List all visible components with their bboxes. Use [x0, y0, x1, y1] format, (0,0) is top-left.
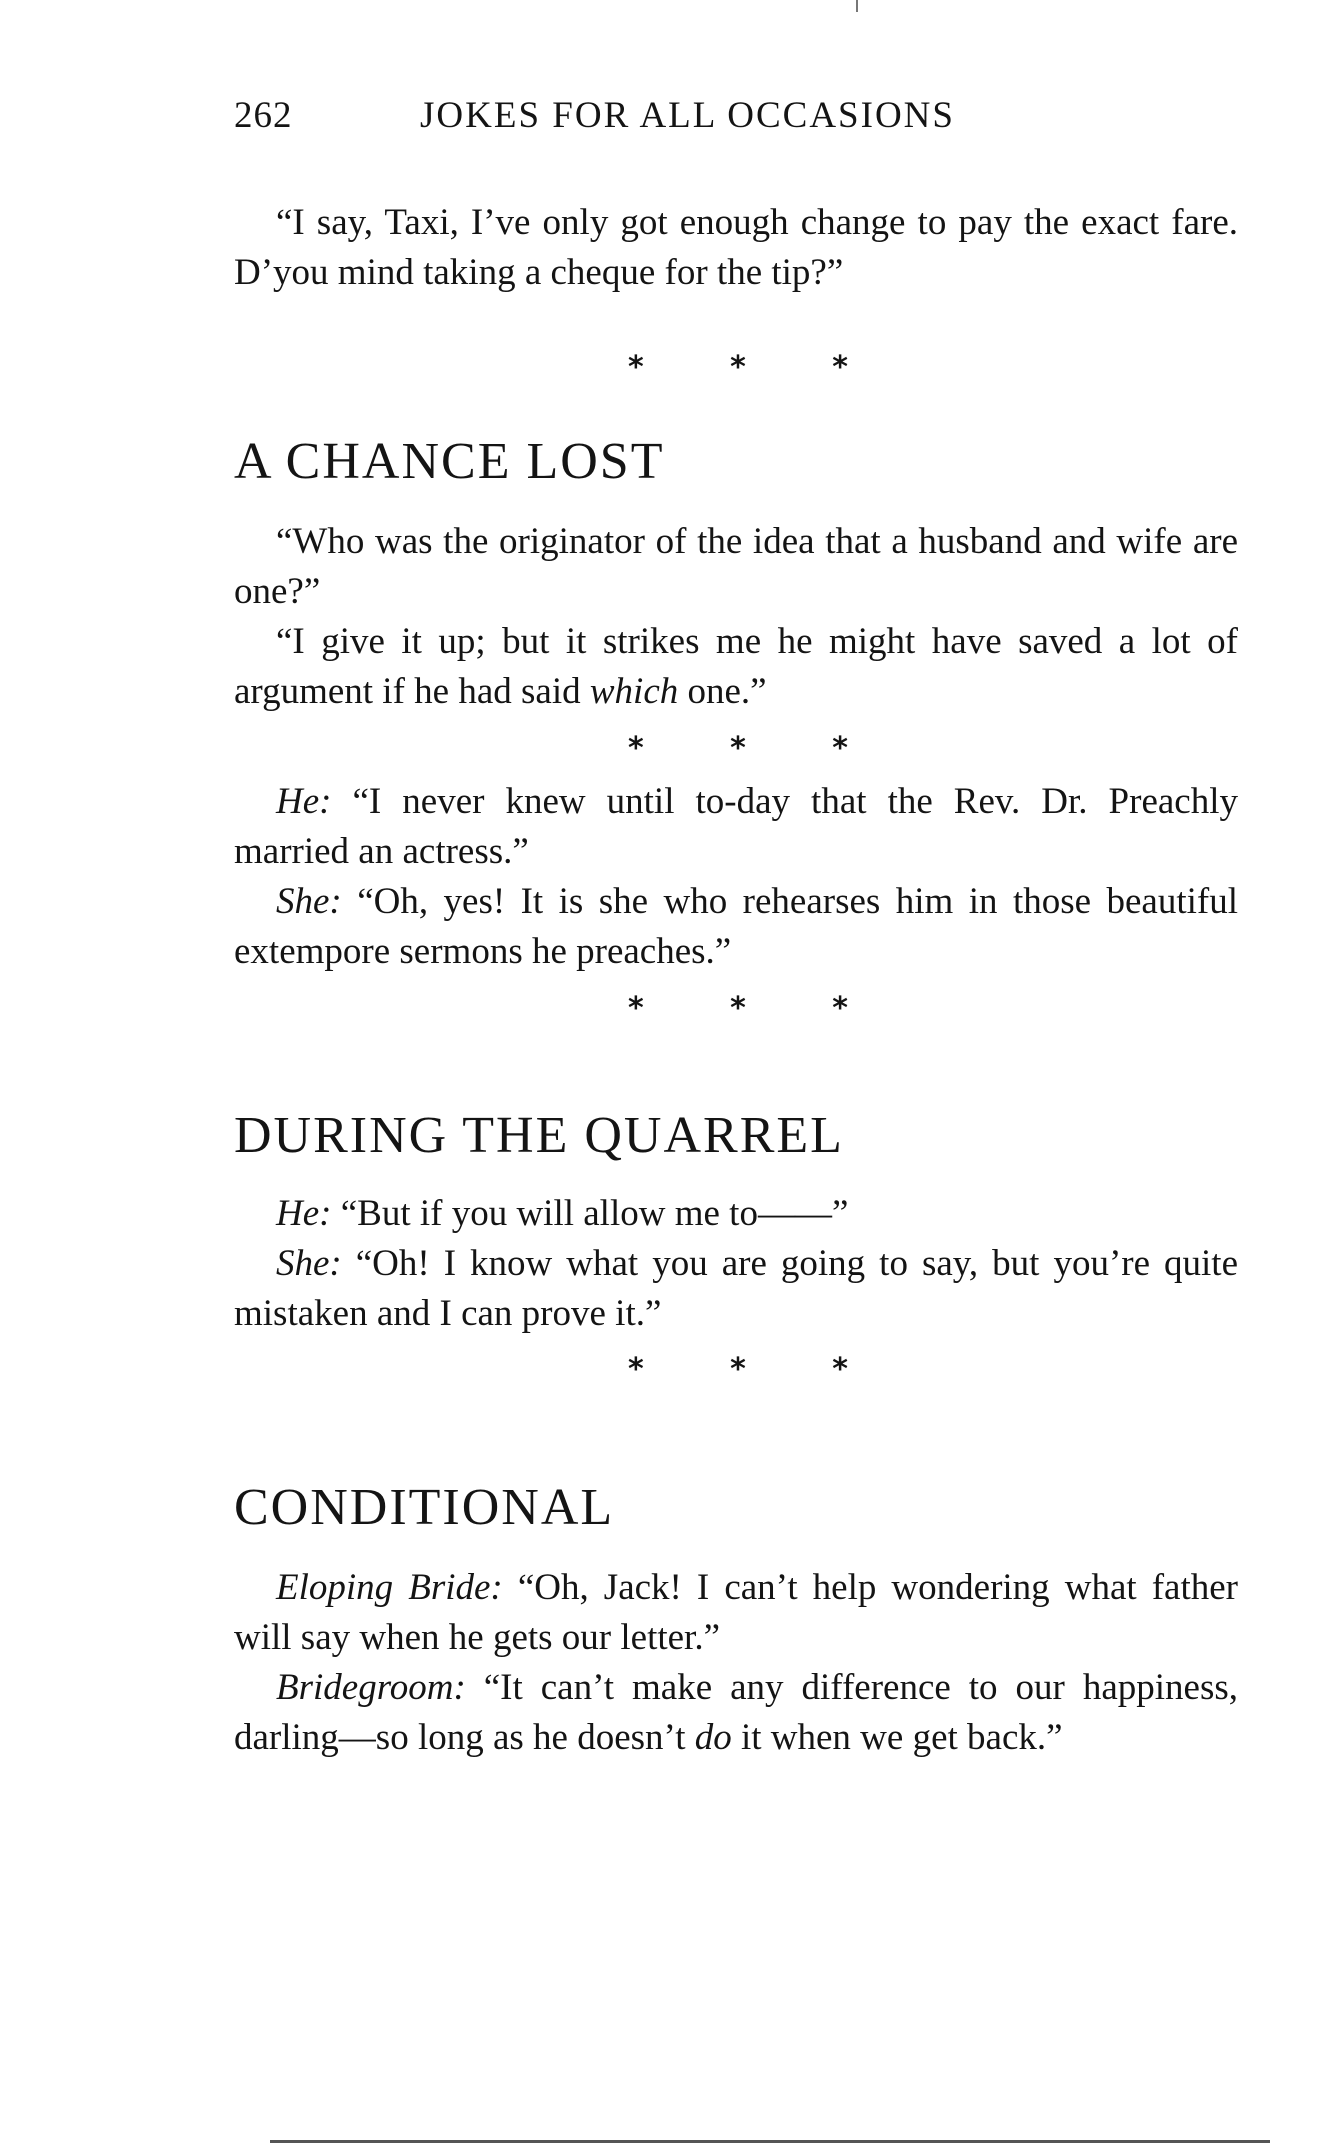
- divider-star: *: [628, 350, 644, 385]
- divider-star: *: [628, 991, 644, 1026]
- section-divider: [628, 731, 848, 771]
- quarrel-joke: [234, 1189, 1238, 1339]
- section-title-conditional: CONDITIONAL: [234, 1479, 615, 1536]
- speaker-he: He:: [276, 781, 332, 822]
- divider-star: *: [730, 731, 746, 766]
- divider-star: *: [628, 1352, 644, 1387]
- scan-mark: [856, 0, 858, 12]
- page-number: 262: [234, 95, 293, 136]
- dialogue-text: “Oh, Jack! I can’t help wondering what father will say when he gets our letter.”: [234, 1567, 1238, 1658]
- dialogue-text: “Oh, yes! It is she who rehearses him in those beautiful extempore sermons he preaches.”: [234, 881, 1238, 972]
- section-divider: [628, 350, 848, 390]
- divider-star: *: [832, 991, 848, 1026]
- answer-text-end: one.”: [678, 671, 767, 712]
- dialogue-text-end: it when we get back.”: [731, 1717, 1063, 1758]
- chance-lost-answer: [234, 617, 1238, 717]
- conditional-line-bride: [234, 1563, 1238, 1663]
- actress-joke: [234, 777, 1238, 977]
- section-divider: [628, 991, 848, 1031]
- divider-star: *: [730, 991, 746, 1026]
- conditional-line-bridegroom: [234, 1663, 1238, 1763]
- dialogue-text: “I never knew until to-day that the Rev. Dr. Preachly married an actress.”: [234, 781, 1238, 872]
- dialogue-text: “It can’t make any difference to our happiness, darling—so long as he doesn’t: [234, 1667, 1238, 1758]
- section-title-chance-lost: A CHANCE LOST: [234, 433, 665, 490]
- actress-line-she: [234, 877, 1238, 977]
- answer-text: “I give it up; but it strikes me he might have saved a lot of argument if he had said: [234, 621, 1238, 712]
- dialogue-text: “Oh! I know what you are going to say, but you’re quite mistaken and I can prove it.”: [234, 1243, 1238, 1334]
- section-title-quarrel: DURING THE QUARREL: [234, 1107, 844, 1164]
- speaker-bride: Eloping Bride:: [276, 1567, 503, 1608]
- actress-line-he: [234, 777, 1238, 877]
- divider-star: *: [730, 350, 746, 385]
- quarrel-line-she: [234, 1239, 1238, 1339]
- divider-star: *: [628, 731, 644, 766]
- divider-star: *: [832, 350, 848, 385]
- opening-joke: [234, 198, 1238, 298]
- chance-lost-joke: [234, 517, 1238, 717]
- divider-star: *: [832, 1352, 848, 1387]
- speaker-he: He:: [276, 1193, 332, 1234]
- conditional-joke: [234, 1563, 1238, 1763]
- answer-emphasis: which: [589, 671, 679, 712]
- divider-star: *: [730, 1352, 746, 1387]
- running-title: JOKES FOR ALL OCCASIONS: [420, 95, 955, 136]
- dialogue-text: “But if you will allow me to——”: [331, 1193, 849, 1234]
- dialogue-emphasis: do: [694, 1717, 732, 1758]
- chance-lost-question: “Who was the originator of the idea that a husband and wife are one?”: [234, 521, 1238, 612]
- quarrel-line-he: [234, 1189, 1238, 1239]
- page-bottom-rule: [270, 2140, 1270, 2143]
- section-divider: [628, 1352, 848, 1392]
- page-header: [234, 94, 1238, 144]
- speaker-she: She:: [276, 1243, 342, 1284]
- divider-star: *: [832, 731, 848, 766]
- speaker-she: She:: [276, 881, 342, 922]
- speaker-bridegroom: Bridegroom:: [276, 1667, 466, 1708]
- opening-joke-text: “I say, Taxi, I’ve only got enough change to pay the exact fare. D’you mind taking a cheque for the tip?”: [234, 202, 1238, 293]
